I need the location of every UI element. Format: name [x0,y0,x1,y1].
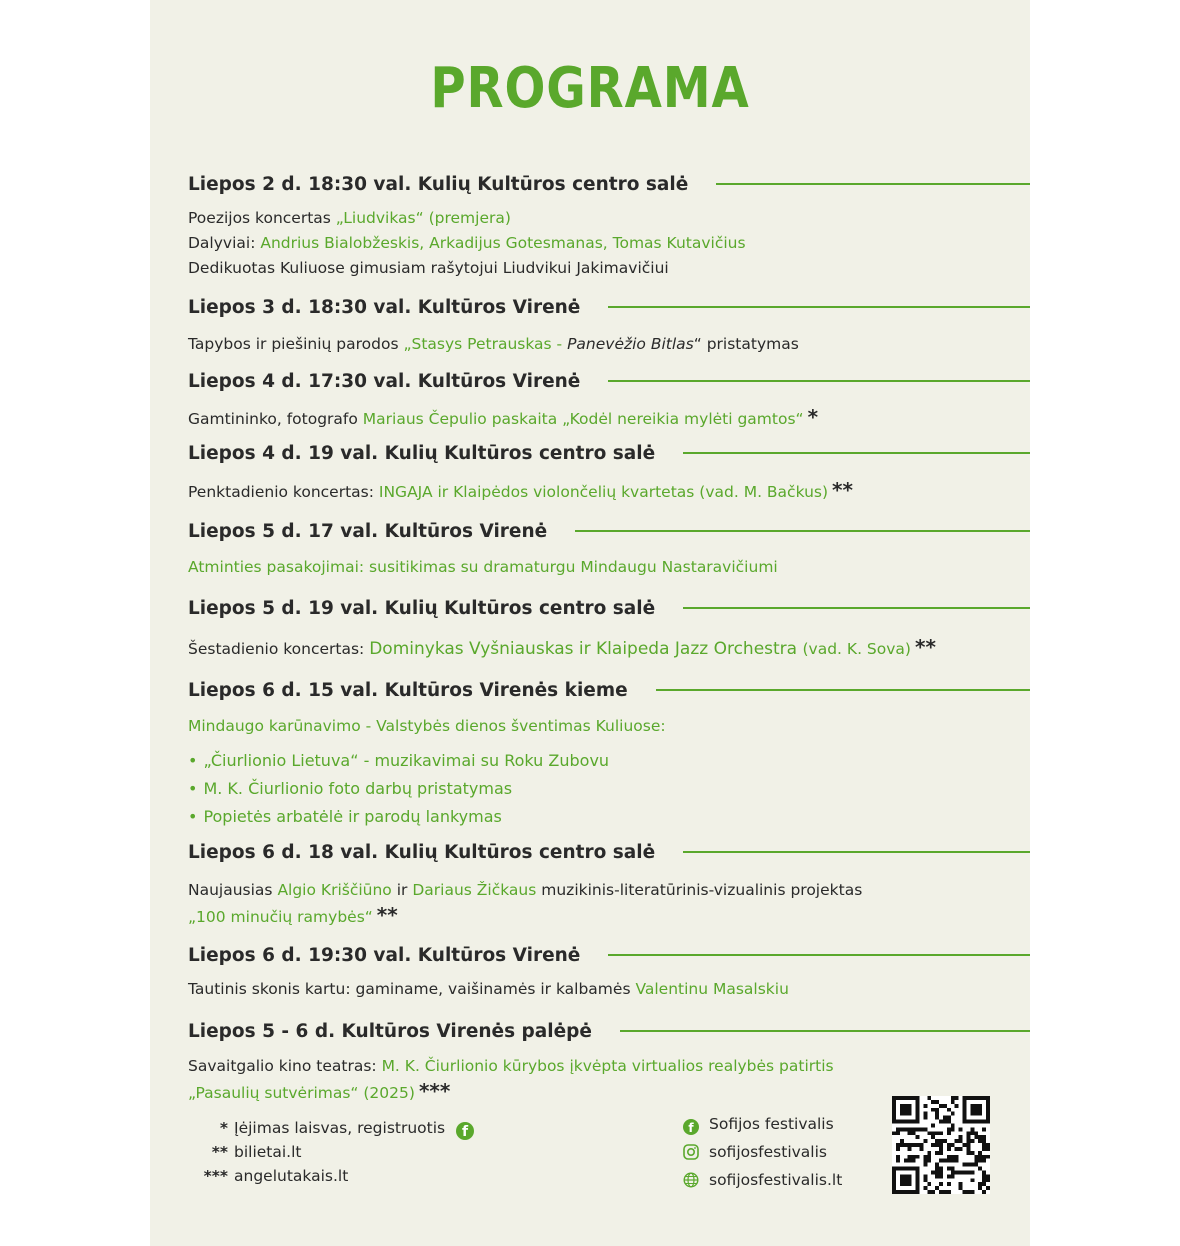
bullet: • [188,751,198,770]
event-highlight: (vad. K. Sova) [802,640,911,658]
divider [716,183,1030,185]
event-item [188,840,1030,928]
footnote-item [188,1140,474,1164]
event-title-italic: Panevėžio Bitlas [567,335,694,353]
event-item [188,678,1030,831]
event-highlight: Dariaus Žičkaus [412,881,537,899]
social-instagram[interactable] [683,1138,842,1166]
event-header: Liepos 6 d. 15 val. Kultūros Virenės kieme [188,679,628,701]
event-highlight: „100 minučių ramybės“ [188,908,373,926]
event-highlight: Algio Kriščiūno [277,881,392,899]
event-highlight: Mariaus Čepulio paskaita „Kodėl nereikia mylėti gamtos“ [362,410,804,428]
event-highlight: „Liudvikas“ (premjera) [335,209,511,227]
event-highlight: M. K. Čiurlionio kūrybos įkvėpta virtualios realybės patirtis [381,1057,834,1075]
bullet: • [188,807,198,826]
event-header: Liepos 2 d. 18:30 val. Kulių Kultūros centro salė [188,173,689,195]
social-links [683,1110,842,1194]
event-text: Tautinis skonis kartu: gaminame, vaišinamės ir kalbamės [188,980,636,998]
event-text: Dalyviai: [188,234,261,252]
event-text: Dedikuotas Kuliuose gimusiam rašytojui Liudvikui Jakimavičiui [188,259,669,277]
qr-code-image [892,1096,990,1194]
event-text: Savaitgalio kino teatras: [188,1057,382,1075]
footnote-link[interactable]: bilietai.lt [234,1143,302,1161]
event-text: Poezijos koncertas [188,209,336,227]
divider [620,1030,1030,1032]
event-highlight: INGAJA ir Klaipėdos violončelių kvartetas (vad. M. Bačkus) [378,483,829,501]
event-text: Tapybos ir piešinių parodos [188,335,404,353]
event-item [188,441,1030,503]
event-text: Šestadienio koncertas: [188,640,370,658]
social-label: sofijosfestivalis [709,1143,827,1161]
event-header: Liepos 3 d. 18:30 val. Kultūros Virenė [188,296,581,318]
event-item [188,596,1030,660]
event-highlight: „Stasys Petrauskas - [403,335,568,353]
ticket-mark: ** [376,903,398,927]
divider [608,306,1030,308]
footnote-text: Įėjimas laisvas, registruotis [234,1119,446,1137]
divider [683,851,1030,853]
event-item [188,172,1030,281]
list-item: „Čiurlionio Lietuva“ - muzikavimai su Roku Zubovu [203,751,610,770]
divider [683,452,1030,454]
footnote-mark: * [219,1119,228,1137]
event-item [188,519,1030,580]
event-text: “ pristatymas [693,335,799,353]
event-highlight: Mindaugo karūnavimo - Valstybės dienos šventimas Kuliuose: [188,717,666,735]
ticket-mark: ** [832,478,853,502]
footnotes [188,1116,474,1188]
event-text: ir [391,881,413,899]
instagram-icon [683,1141,699,1157]
social-label: sofijosfestivalis.lt [709,1171,843,1189]
list-item: Popietės arbatėlė ir parodų lankymas [203,807,502,826]
ticket-mark: * [807,405,819,429]
footnote-mark: *** [203,1167,228,1185]
event-text: Penktadienio koncertas: [188,483,379,501]
event-item [188,943,1030,1002]
social-facebook[interactable] [683,1110,842,1138]
event-header: Liepos 6 d. 18 val. Kulių Kultūros centro salė [188,841,656,863]
event-text: Gamtininko, fotografo [188,410,363,428]
footnote-item [188,1164,474,1188]
event-header: Liepos 5 d. 17 val. Kultūros Virenė [188,520,548,542]
ticket-mark: ** [914,635,936,659]
divider [608,380,1030,382]
event-item [188,369,1030,430]
divider [575,530,1030,532]
divider [608,954,1030,956]
facebook-icon: f [683,1119,699,1135]
page-title: PROGRAMA [430,56,750,121]
divider [683,607,1030,609]
divider [656,689,1030,691]
facebook-icon[interactable]: f [456,1122,474,1140]
footnote-item [188,1116,474,1140]
event-text: Naujausias [188,881,278,899]
footnote-mark: ** [211,1143,228,1161]
event-highlight: Andrius Bialobžeskis, Arkadijus Gotesmanas, Tomas Kutavičius [260,234,746,252]
event-highlight: Atminties pasakojimai: susitikimas su dramaturgu Mindaugu Nastaravičiumi [188,558,778,576]
program-poster [150,0,1030,1246]
event-item [188,1019,1030,1104]
event-header: Liepos 6 d. 19:30 val. Kultūros Virenė [188,944,581,966]
event-item [188,295,1030,357]
footnote-link[interactable]: angelutakais.lt [234,1167,349,1185]
social-web[interactable] [683,1166,842,1194]
event-highlight: Dominykas Vyšniauskas ir Klaipeda Jazz Orchestra [369,639,803,659]
event-header: Liepos 4 d. 19 val. Kulių Kultūros centro salė [188,442,656,464]
event-header: Liepos 4 d. 17:30 val. Kultūros Virenė [188,370,581,392]
event-highlight: Valentinu Masalskiu [635,980,789,998]
social-label: Sofijos festivalis [709,1115,834,1133]
event-header: Liepos 5 d. 19 val. Kulių Kultūros centro salė [188,597,656,619]
event-highlight: „Pasaulių sutvėrimas“ (2025) [188,1084,415,1102]
list-item: M. K. Čiurlionio foto darbų pristatymas [203,779,513,798]
event-header: Liepos 5 - 6 d. Kultūros Virenės palėpė [188,1020,592,1042]
bullet: • [188,779,198,798]
globe-icon [683,1169,699,1185]
event-text: muzikinis-literatūrinis-vizualinis projektas [536,881,863,899]
ticket-mark: *** [418,1079,451,1103]
qr-code[interactable] [892,1096,990,1194]
